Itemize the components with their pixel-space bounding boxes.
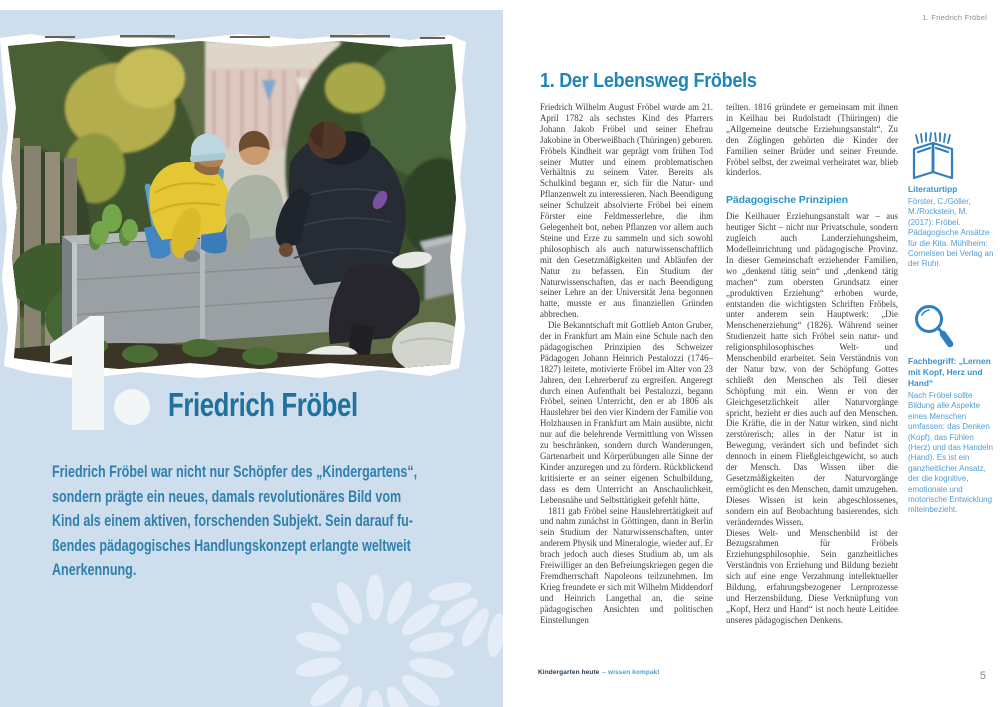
body-paragraph: Friedrich Wilhelm August Fröbel wurde am 21. April 1782 als sechstes Kind des Pfarrers Johann Jakob Fröbel und seiner Ehefrau Jakobine in Oberweißbach (Thüringen) geboren. Fröbels Kindheit war geprägt vom frühen Tod seiner Mutter und einem problematischen Verhältnis zu seinem Vater. Bereits als Schulkind begann er, sich für die Natur- und Pflanzenwelt zu interessieren. Nach Beendigung seiner Schulzeit absolvierte Fröbel bei einem Förster eine Feldmesserlehre, die ihm Gelegenheit bot, neben Pflanzen vor allem auch Steine und Erze zu sammeln und sich sowohl philosophisch als auch naturwissenschaftlich mit den Gesetzmäßigkeiten und Abläufen der Natur zu befassen. Ein Studium der Naturwissenschaften, das er nach Beendigung seiner Lehre an der Universität Jena begonnen hatte, musste er aus finanziellen Gründen abbrechen. [540, 102, 713, 320]
body-paragraph: Die Bekanntschaft mit Gottlieb Anton Gruber, der in Frankfurt am Main eine Schule nach den pädagogischen Prinzipien des Schweizer Pädagogen Johann Heinrich Pestalozzi (1746–1827) leitete, motivierte Fröbel im Alter von 23 Jahren, den Lehrerberuf zu ergreifen. Angeregt durch einen Aufenthalt bei Pestalozzi, begann Fröbel, seinen Unterricht, den er ab 1806 als Hauslehrer bei den vier Kindern der Familie von Holzhausen in Frankfurt am Main ausübte, nicht nur auf die belehrende Vermittlung von Wissen zu beschränken, sondern durch Wanderungen, Gartenarbeit und Körperübungen alle Sinne der Kinder anzuregen und zu fördern. Rückblickend kritisierte er an seiner eigenen Schulbildung, dass es dem Unterricht an Anschaulichkeit, Lebensnähe und Selbsttätigkeit gefehlt hätte. [540, 320, 713, 505]
page-number: 5 [979, 670, 986, 682]
flower-ornament-graphic [260, 545, 503, 707]
chapter-opener-panel [0, 10, 503, 707]
running-head: 1. Friedrich Fröbel [922, 13, 987, 22]
sidebar-term-text: Nach Fröbel sollte Bildung alle Aspekte eines Menschen umfassen: das Denken (Kopf), das Fühlen (Herz) und das Handeln (Hand). Es ist ein ganzheitlicher Ansatz, der die kognitive, emotionale und motorische Entwicklung miteinbezieht. [908, 391, 993, 515]
chapter-number [48, 312, 158, 432]
page-title [168, 386, 411, 424]
magnifying-glass-icon [910, 303, 954, 360]
sidebar-term-title: Fachbegriff: „Lernen mit Kopf, Herz und Hand“ [908, 356, 991, 388]
sidebar-literature-text: Förster, C./Göller, M./Rockstein, M. (2017): Fröbel. Pädagogische Ansätze für die Kita. Mühlheim: Cornelsen bei Verlag an der Ruhr. [908, 197, 994, 269]
sidebar-literature [908, 184, 994, 270]
intro-line: Anerkennung. [52, 561, 137, 580]
intro-line: ßendes pädagogisches Handlungskonzept erlangte weltweit [52, 536, 411, 555]
footer-brand-suffix: – wissen kompakt [602, 669, 660, 676]
text-column-1 [540, 102, 713, 626]
footer-brand-name: Kindergarten heute [538, 669, 600, 676]
chapter-number-glyph [48, 312, 158, 432]
body-paragraph: Dieses Welt- und Menschenbild ist der Bezugsrahmen für Fröbels Erziehungsphilosophie. Sein ganzheitliches Verständnis von Erziehung und Bildung bezieht sich auf eine enge Verzahnung intellektueller Bildung, erfahrungsbezogener Lernprozesse und Herzensbildung. Diese Verknüpfung von „Kopf, Herz und Hand“ ist noch heute Leitidee unseres pädagogischen Denkens. [726, 527, 898, 625]
open-book-icon [910, 131, 956, 186]
intro-line: sondern prägte ein neues, damals revolutionäres Bild vom [52, 487, 402, 506]
sidebar-literature-title: Literaturtipp [908, 184, 958, 194]
text-column-2 [726, 102, 898, 626]
section-heading-text: 1. Der Lebensweg Fröbels [540, 70, 757, 92]
body-paragraph: teilten. 1816 gründete er gemeinsam mit ihnen in Keilhau bei Rudolstadt (Thüringen) die „Allgemeine deutsche Erziehungsanstalt“. Zu den Zöglingen gehörten die Kinder der Familien seiner Brüder und seiner Freunde. Fröbel selbst, der zweimal verheiratet war, blieb kinderlos. [726, 102, 898, 178]
sidebar-term [908, 356, 994, 516]
sub-heading: Pädagogische Prinzipien [726, 194, 848, 207]
section-heading [540, 70, 781, 93]
footer-brand [538, 669, 660, 676]
page-title-text: Friedrich Fröbel [168, 386, 358, 423]
flower-ornament [260, 545, 503, 707]
intro-line: Kind als einem aktiven, forschenden Subjekt. Sein darauf fu- [52, 512, 413, 531]
intro-line: Friedrich Fröbel war nicht nur Schöpfer des „Kindergartens“, [52, 463, 418, 481]
body-paragraph: 1811 gab Fröbel seine Hauslehrertätigkeit auf und nahm zunächst in Göttingen, dann in Berlin sein Studium der Naturwissenschaften, unter anderem Physik und Mineralogie, wieder auf. Er brach jedoch auch dieses Studium ab, um als Freiwilliger an den Befreiungskriegen gegen die Fremdherrschaft Napoleons teilzunehmen. Im Krieg freundete er sich mit Wilhelm Middendorf und Heinrich Langethal an, die seine pädagogischen Ansichten und politischen Einstellungen [540, 505, 714, 625]
body-paragraph: Die Keilhauer Erziehungsanstalt war – aus heutiger Sicht – nicht nur Privatschule, sondern zugleich auch Landerziehungsheim, Modelleinrichtung und pädagogische Provinz. In dieser Gemeinschaft erziehender Familien, wo „denkend tätig sein“ und „denkend tätig machen“ zum obersten Grundsatz einer „produktiven Erziehung“ erhoben wurde, entstanden die wichtigsten Schriften Fröbels, unter anderem sein Hauptwerk: „Die Menschenerziehung“ (1826). Während seiner Studienzeit hatte sich Fröbel sein natur- und religionsphilosophisches Welt- und Menschenbild erarbeitet. Sein Verständnis von der Natur bzw. von der Schöpfung Gottes schließt den Menschen als Teil dieser Schöpfung mit ein. Wenn er von der Gleichgesetzlichkeit aller Naturvorgänge spricht, bezieht er dies auch auf den Menschen. Die Kräfte, die in der Natur wirken, sind nicht zerstörerisch; alles in der Natur ist in Bewegung, verändert sich und befindet sich dennoch in einem Fließgleichgewicht, so auch der Mensch. Das Wissen über die Gesetzmäßigkeiten der Naturvorgänge ermöglicht es den Menschen, damit umzugehen. Dieses Wissen ist kein abgeschlossenes, sondern ein auf Beobachtung basierendes, sich veränderndes Wissen. [726, 211, 898, 527]
